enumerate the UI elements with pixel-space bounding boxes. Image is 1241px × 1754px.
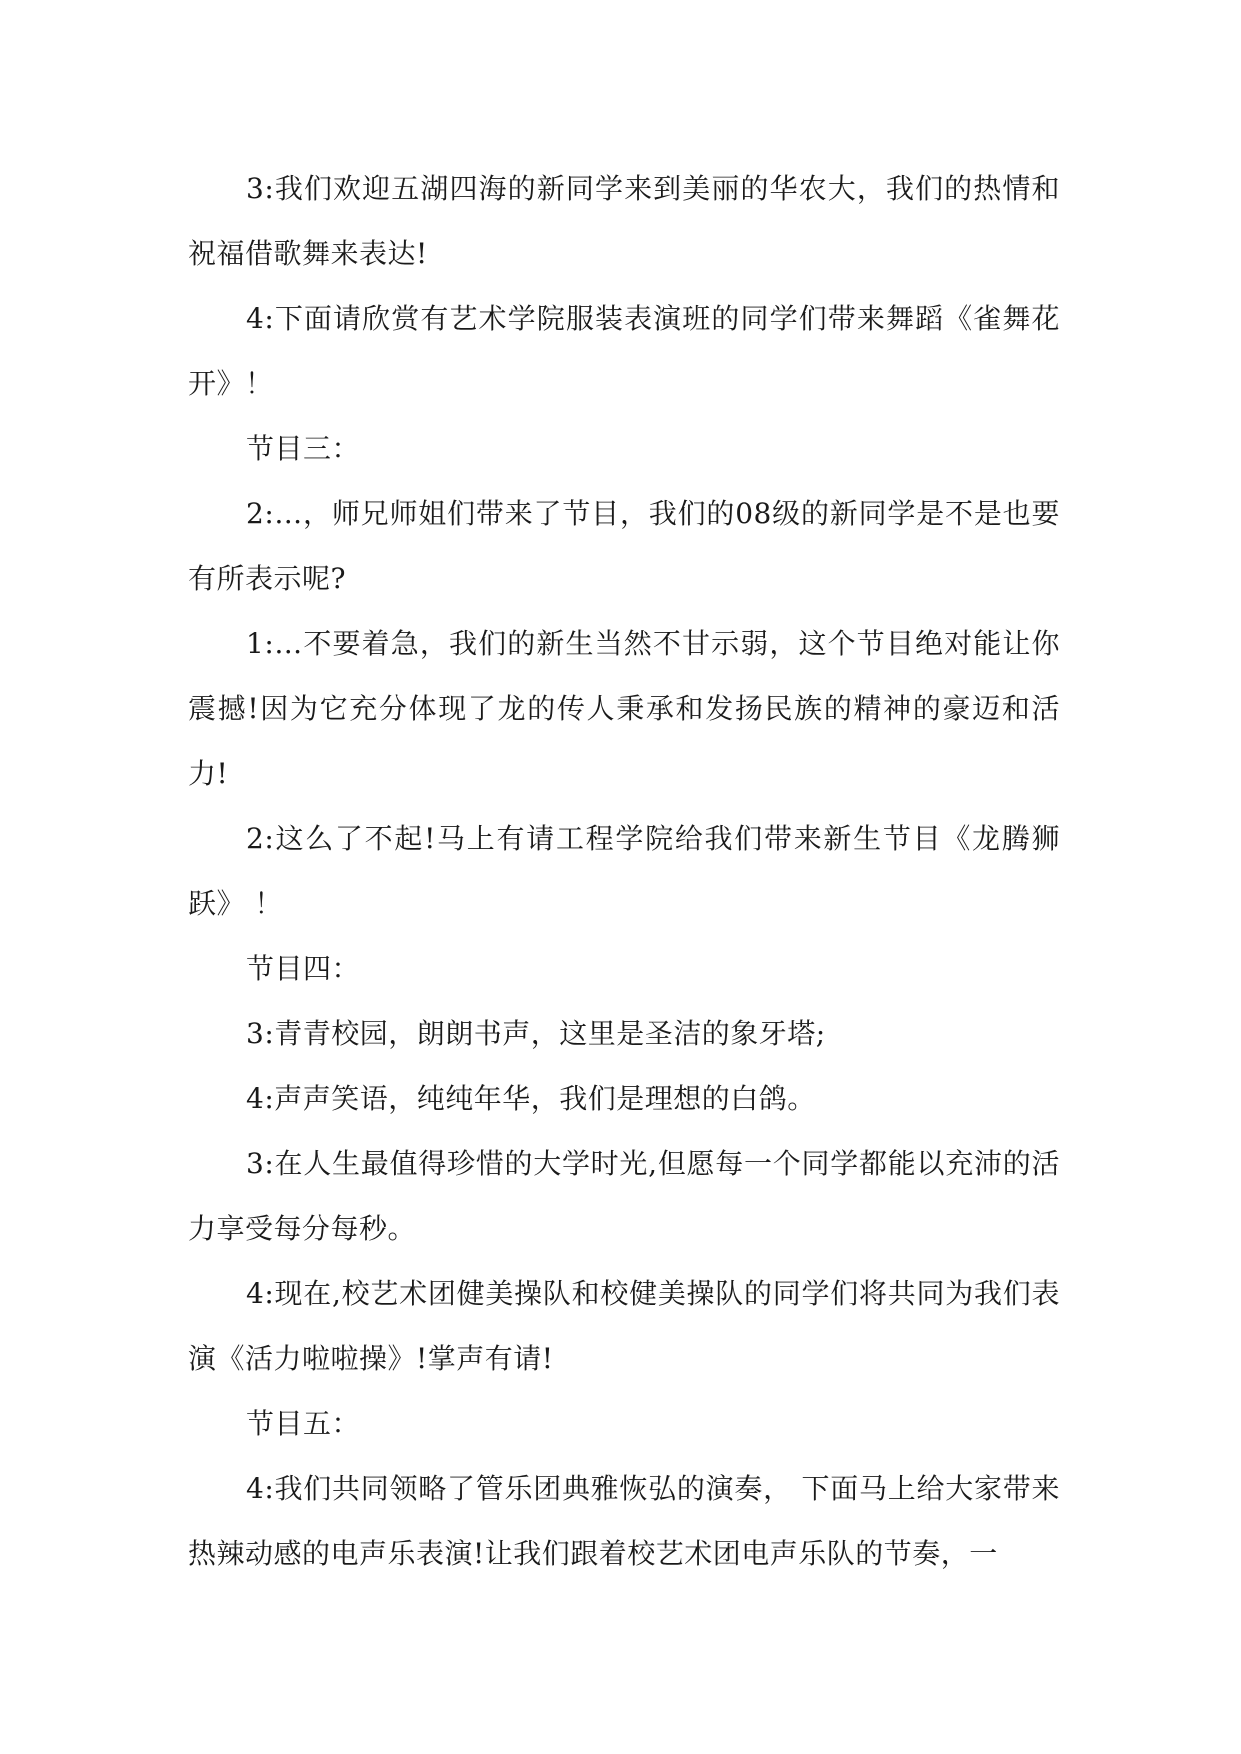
paragraph-welcome: 3:我们欢迎五湖四海的新同学来到美丽的华农大，我们的热情和祝福借歌舞来表达! — [188, 172, 1060, 270]
paragraph-band-intro: 4:我们共同领略了管乐团典雅恢弘的演奏， 下面马上给大家带来热辣动感的电声乐表演!让我们跟着校艺术团电声乐队的节奏，一 — [188, 1472, 1060, 1570]
paragraph-dragon-lion-intro: 2:这么了不起!马上有请工程学院给我们带来新生节目《龙腾狮跃》 ！ — [188, 822, 1060, 920]
paragraph-campus: 3:青青校园，朗朗书声，这里是圣洁的象牙塔; — [246, 1017, 826, 1050]
paragraph-freshmen-answer: 1:…不要着急，我们的新生当然不甘示弱，这个节目绝对能让你震撼!因为它充分体现了龙的传人秉承和发扬民族的精神的豪迈和活力! — [188, 627, 1060, 790]
section-heading-program-4: 节目四： — [246, 952, 361, 985]
section-heading-program-5: 节目五： — [246, 1407, 361, 1440]
paragraph-doves: 4:声声笑语，纯纯年华，我们是理想的白鸽。 — [246, 1082, 816, 1115]
paragraph-freshmen-question: 2:…，师兄师姐们带来了节目，我们的08级的新同学是不是也要有所表示呢? — [188, 497, 1060, 595]
paragraph-university-time: 3:在人生最值得珍惜的大学时光,但愿每一个同学都能以充沛的活力享受每分每秒。 — [188, 1147, 1060, 1245]
paragraph-cheer-intro: 4:现在,校艺术团健美操队和校健美操队的同学们将共同为我们表演《活力啦啦操》!掌声有请! — [188, 1277, 1060, 1375]
section-heading-program-3: 节目三： — [246, 432, 361, 465]
paragraph-dance-intro: 4:下面请欣赏有艺术学院服装表演班的同学们带来舞蹈《雀舞花开》！ — [188, 302, 1060, 400]
document-body — [188, 156, 1060, 1586]
